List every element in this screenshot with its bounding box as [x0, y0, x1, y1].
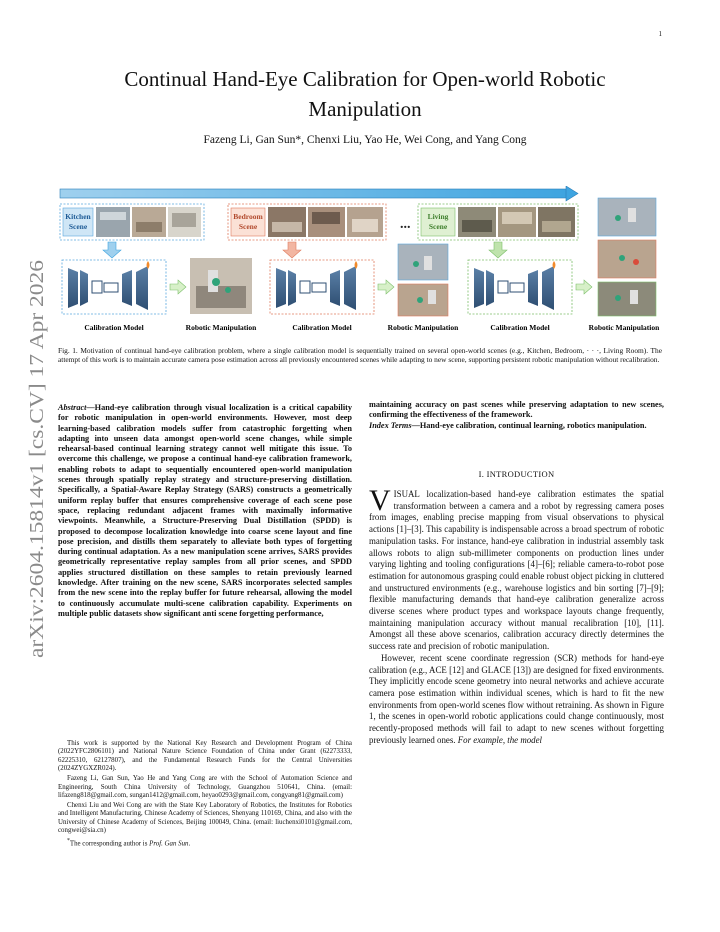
- title-line-2: Manipulation: [308, 97, 422, 121]
- label-calibration-model-1: Calibration Model: [84, 323, 144, 332]
- arxiv-stamp-text: arXiv:2604.15814v1 [cs.CV] 17 Apr 2026: [27, 327, 48, 658]
- page-number: 1: [658, 30, 662, 38]
- kitchen-scene-label-1: Kitchen: [65, 212, 91, 221]
- down-arrow-2: [283, 242, 301, 258]
- label-robotic-manipulation-3: Robotic Manipulation: [588, 323, 660, 332]
- robot-image-3: [598, 198, 656, 316]
- arxiv-stamp: [14, 258, 54, 658]
- abstract-lead: Abstract: [58, 403, 87, 412]
- footnote-corresponding: *The corresponding author is Prof. Gan Sun.: [67, 837, 191, 848]
- intro-paragraph-2-text: However, recent scene coordinate regression (SCR) methods for hand-eye calibration (e.g., ACE [12] and GLACE [13]) are designed for fixed environments. They implicitly encode scene geometry into neural networks and achieve accurate camera pose estimation within individual scenes, which is hard to fit the new environments from open-world scenes flow without retraining. As shown in Figure 1, the scenes in open-world robotic applications could change continuously, most recently-proposed methods will fail to adapt to new scenes without forgetting previously learned ones.: [369, 652, 664, 745]
- timeline-arrow: [60, 186, 578, 201]
- robot-image-1: [190, 258, 252, 314]
- abstract-text: —Hand-eye calibration through visual localization is a critical capability for robotic manipulation in open-world environments. However, most deep learning-based calibration models suffer from catastrophic forgetting when adapting into unseen data amongst open-world scene changes, while simple rehearsal-based continual learning strategy cannot well mitigate this issue. To overcome this challenge, we propose a continual hand-eye calibration framework, enabling robots to adapt to sequentially encountered open-world manipulation scenes through spatially replay strategy and structure-preserving distillation. Specifically, a Spatial-Aware Replay Strategy (SARS) constructs a geometrically uniform replay buffer that ensures comprehensive coverage of each scene pose space, replacing redundant adjacent frames with maximally informative viewpoints. Meanwhile, a Structure-Preserving Dual Distillation (SPDD) is proposed to decompose localization knowledge into coarse scene layout and fine pose precision, and distills them separately to alleviate both types of forgetting during continual adaptation. As a new manipulation scene arrives, SARS provides geometrically representative replay samples from all prior scenes, and SPDD applies structured distillation on these samples to retain previously learned knowledge. After training on the new scene, SARS incorporates selected samples from the new scene into the replay buffer for future rehearsal, allowing the model to continuously accumulate multi-scene calibration capability. Experiments on multiple public datasets show significant anti scene forgetting performance,: [58, 403, 352, 618]
- down-arrow-1: [103, 242, 121, 258]
- figure-1: [56, 186, 664, 338]
- abstract: [58, 403, 352, 619]
- right-arrow-1: [170, 280, 186, 294]
- section-heading-introduction: I. INTRODUCTION: [478, 469, 555, 479]
- kitchen-scene-label-2: Scene: [68, 222, 88, 231]
- right-arrow-2: [378, 280, 394, 294]
- index-terms-lead: Index Terms: [369, 421, 412, 430]
- kitchen-scene-group: [60, 204, 204, 240]
- label-robotic-manipulation-1: Robotic Manipulation: [185, 323, 257, 332]
- down-arrow-3: [489, 242, 507, 258]
- intro-paragraph-1-text: ISUAL localization-based hand-eye calibration estimates the spatial transformation between a camera and a robot by regressing camera poses from images, enabling precise mapping from visual observations to physical actions [1]–[3]. This capability is indispensable across a broad spectrum of robotic manipulation tasks. For instance, hand-eye calibration in industrial assembly task allows robots to align sub-millimeter components on production lines under varying lighting and tooling configurations [4]–[6]; reliable camera-to-robot pose estimation for autonomous grasping could enable robust object picking in cluttered and unstructured environments (e.g., warehouse logistics and bin sorting [7]–[9]; flexible manufacturing demands that hand-eye calibration generalize across diverse scenes where product types and workspace layouts change frequently, maintaining manipulation accuracy without manual recalibration [10], [11]. Amongst all these above scenarios, calibration accuracy directly determines the success rate and precision of robotic manipulation.: [369, 489, 664, 652]
- living-scene-label-2: Scene: [428, 222, 448, 231]
- calibration-model-2: [270, 260, 374, 314]
- footnote-corresponding-end: .: [188, 840, 191, 848]
- figure-caption: Fig. 1. Motivation of continual hand-eye calibration problem, where a single calibration model is sequentially trained on several open-world scenes (e.g., Kitchen, Bedroom, · · ·, Living Room). The attempt of this work is to maintain accurate camera pose estimation across all previously encountered scenes while adapting to new scene, supporting persistent robotic manipulation without recalibration.: [58, 346, 662, 365]
- intro-paragraph-2: [369, 653, 664, 747]
- bedroom-scene-group: [228, 204, 386, 240]
- title-line-1: Continual Hand-Eye Calibration for Open-world Robotic: [124, 67, 606, 91]
- author-list: Fazeng Li, Gan Sun*, Chenxi Liu, Yao He, Wei Cong, and Yang Cong: [203, 134, 527, 146]
- abstract-continuation: maintaining accuracy on past scenes while preserving adaptation to new scenes, confirming the effectiveness of the framework.: [369, 400, 664, 420]
- footnote-corresponding-name: Prof. Gan Sun: [149, 840, 189, 848]
- index-terms: [369, 421, 664, 431]
- index-terms-text: —Hand-eye calibration, continual learning, robotics manipulation.: [411, 421, 647, 430]
- footnote-affiliation-1: Fazeng Li, Gan Sun, Yao He and Yang Cong are with the School of Automation Science and Engineering, South China University of Technology, Guangzhou 510641, China. (email: lifazeng818@gmail.com, sungan1412@gmail.com, heyao0293@gmail.com, congyang81@gmail.com): [58, 775, 352, 799]
- footnotes: [58, 740, 352, 850]
- robot-image-2: [398, 244, 448, 316]
- label-robotic-manipulation-2: Robotic Manipulation: [387, 323, 459, 332]
- footnote-affiliation-2: Chenxi Liu and Wei Cong are with the State Key Laboratory of Robotics, the Institutes for Robotics and Intelligent Manufacturing, Chinese Academy of Sciences, Shenyang 110169, China, and also with the University of Chinese Academy of Sciences, Beijing 100049, China. (email: liuchenxi0101@gmail.com, congwei@sia.cn): [58, 801, 352, 835]
- introduction-body: [369, 484, 664, 746]
- footnote-funding: This work is supported by the National Key Research and Development Program of China (2022YFC2806101) and National Nature Science Foundation of China under Grant (62273333, 62225310, 62127807), and the Fundamental Research Funds for the Central Universities (2024ZYGXZR024).: [58, 740, 352, 773]
- intro-paragraph-2-italic: For example, the model: [457, 734, 543, 745]
- right-arrow-3: [576, 280, 592, 294]
- scene-ellipsis: ...: [400, 217, 411, 232]
- bedroom-scene-label-1: Bedroom: [233, 212, 263, 221]
- bedroom-scene-label-2: Scene: [238, 222, 258, 231]
- label-calibration-model-3: Calibration Model: [490, 323, 550, 332]
- living-scene-group: [418, 204, 578, 240]
- footnote-corresponding-text: The corresponding author is: [69, 840, 150, 848]
- calibration-model-1: [62, 260, 166, 314]
- paper-title: [60, 64, 670, 124]
- living-scene-label-1: Living: [427, 212, 449, 221]
- calibration-model-3: [468, 260, 572, 314]
- intro-paragraph-1: [369, 484, 664, 653]
- label-calibration-model-2: Calibration Model: [292, 323, 352, 332]
- figure-1-diagram: [56, 186, 664, 338]
- intro-dropcap: V: [369, 484, 391, 517]
